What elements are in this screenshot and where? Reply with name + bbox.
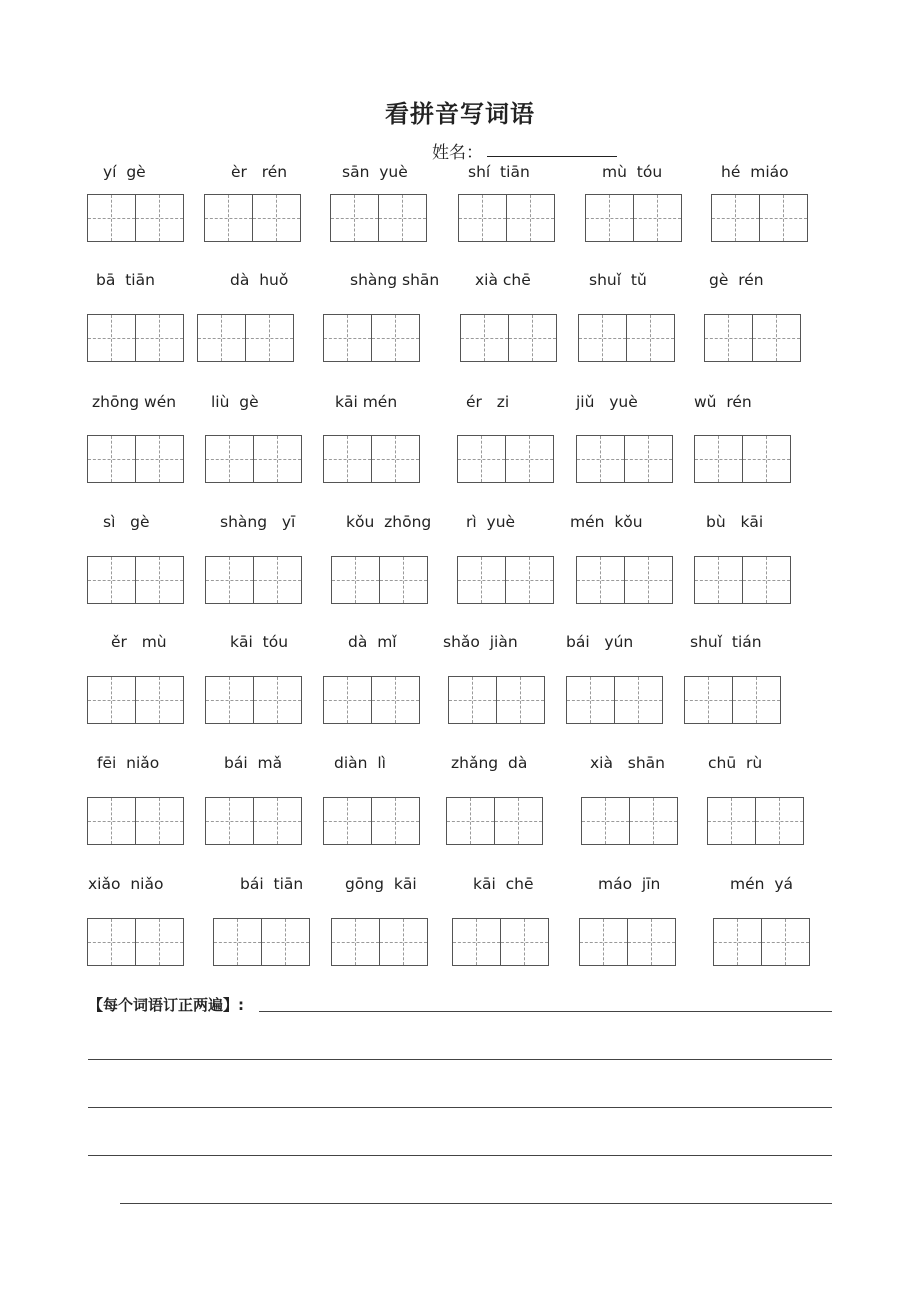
pinyin-label: bái mǎ — [224, 754, 283, 772]
writing-cell[interactable] — [506, 435, 555, 483]
correction-label: 【每个词语订正两遍】: — [88, 996, 244, 1014]
writing-cell[interactable] — [576, 556, 625, 604]
writing-cell[interactable] — [446, 797, 495, 845]
writing-cell[interactable] — [205, 435, 254, 483]
writing-cell[interactable] — [630, 797, 679, 845]
writing-cell[interactable] — [136, 676, 185, 724]
pinyin-label: zhōng wén — [92, 393, 177, 411]
pinyin-label: yí gè — [103, 163, 146, 181]
pinyin-label: dà mǐ — [348, 633, 397, 651]
writing-box-pair — [457, 435, 554, 483]
writing-cell[interactable] — [760, 194, 809, 242]
writing-box-pair — [684, 676, 781, 724]
writing-cell[interactable] — [509, 314, 558, 362]
writing-box-pair — [566, 676, 663, 724]
pinyin-label: kāi chē — [473, 875, 534, 893]
writing-box-pair — [87, 194, 184, 242]
writing-box-pair — [694, 435, 791, 483]
writing-box-pair — [457, 556, 554, 604]
writing-box-pair — [694, 556, 791, 604]
writing-cell[interactable] — [246, 314, 295, 362]
writing-box-pair — [205, 556, 302, 604]
writing-cell[interactable] — [581, 797, 630, 845]
writing-cell[interactable] — [372, 435, 421, 483]
writing-box-pair — [578, 314, 675, 362]
writing-cell[interactable] — [87, 556, 136, 604]
writing-cell[interactable] — [372, 797, 421, 845]
writing-box-pair — [197, 314, 294, 362]
pinyin-label: sì gè — [103, 513, 150, 531]
writing-cell[interactable] — [457, 556, 506, 604]
writing-box-pair — [711, 194, 808, 242]
pinyin-label: bái tiān — [240, 875, 304, 893]
pinyin-label: bù kāi — [706, 513, 764, 531]
writing-cell[interactable] — [566, 676, 615, 724]
writing-cell[interactable] — [323, 435, 372, 483]
writing-cell[interactable] — [136, 556, 185, 604]
writing-cell[interactable] — [627, 314, 676, 362]
writing-box-pair — [331, 556, 428, 604]
writing-cell[interactable] — [253, 194, 302, 242]
name-field[interactable] — [487, 156, 617, 157]
writing-cell[interactable] — [497, 676, 546, 724]
writing-cell[interactable] — [457, 435, 506, 483]
writing-cell[interactable] — [205, 797, 254, 845]
writing-cell[interactable] — [585, 194, 634, 242]
writing-cell[interactable] — [254, 676, 303, 724]
writing-cell[interactable] — [495, 797, 544, 845]
writing-cell[interactable] — [136, 194, 185, 242]
writing-box-pair — [704, 314, 801, 362]
correction-line[interactable] — [88, 1059, 832, 1060]
writing-cell[interactable] — [448, 676, 497, 724]
writing-box-pair — [576, 556, 673, 604]
writing-cell[interactable] — [460, 314, 509, 362]
writing-cell[interactable] — [615, 676, 664, 724]
correction-line[interactable] — [120, 1203, 832, 1204]
pinyin-label: sān yuè — [342, 163, 408, 181]
writing-cell[interactable] — [684, 676, 733, 724]
writing-cell[interactable] — [87, 676, 136, 724]
writing-cell[interactable] — [694, 435, 743, 483]
writing-cell[interactable] — [254, 556, 303, 604]
writing-box-pair — [205, 676, 302, 724]
writing-cell[interactable] — [707, 797, 756, 845]
writing-box-pair — [448, 676, 545, 724]
pinyin-label: xià chē — [475, 271, 531, 289]
pinyin-label: gōng kāi — [345, 875, 417, 893]
pinyin-label: kāi mén — [335, 393, 398, 411]
pinyin-label: mù tóu — [602, 163, 663, 181]
writing-cell[interactable] — [323, 797, 372, 845]
writing-cell[interactable] — [205, 676, 254, 724]
pinyin-label: shàng yī — [220, 513, 296, 531]
name-label: 姓名： — [432, 143, 483, 163]
writing-box-pair — [213, 918, 310, 966]
writing-cell[interactable] — [380, 918, 429, 966]
writing-box-pair — [87, 676, 184, 724]
writing-cell[interactable] — [576, 435, 625, 483]
writing-cell[interactable] — [762, 918, 811, 966]
writing-cell[interactable] — [625, 435, 674, 483]
writing-cell[interactable] — [579, 918, 628, 966]
writing-box-pair — [323, 797, 420, 845]
writing-cell[interactable] — [254, 797, 303, 845]
writing-box-pair — [331, 918, 428, 966]
writing-box-pair — [323, 435, 420, 483]
writing-cell[interactable] — [330, 194, 379, 242]
writing-cell[interactable] — [634, 194, 683, 242]
writing-cell[interactable] — [136, 314, 185, 362]
pinyin-label: xià shān — [590, 754, 665, 772]
writing-cell[interactable] — [87, 797, 136, 845]
pinyin-label: hé miáo — [721, 163, 789, 181]
writing-cell[interactable] — [204, 194, 253, 242]
pinyin-label: kǒu zhōng — [346, 513, 432, 531]
writing-cell[interactable] — [372, 676, 421, 724]
writing-cell[interactable] — [323, 676, 372, 724]
writing-box-pair — [87, 797, 184, 845]
correction-line[interactable] — [88, 1155, 832, 1156]
writing-box-pair — [585, 194, 682, 242]
writing-cell[interactable] — [379, 194, 428, 242]
writing-box-pair — [87, 435, 184, 483]
writing-cell[interactable] — [506, 556, 555, 604]
writing-cell[interactable] — [743, 556, 792, 604]
writing-box-pair — [204, 194, 301, 242]
correction-line[interactable] — [259, 1011, 832, 1012]
writing-cell[interactable] — [704, 314, 753, 362]
writing-cell[interactable] — [197, 314, 246, 362]
writing-cell[interactable] — [372, 314, 421, 362]
writing-cell[interactable] — [213, 918, 262, 966]
writing-cell[interactable] — [711, 194, 760, 242]
pinyin-label: gè rén — [709, 271, 764, 289]
pinyin-label: liù gè — [211, 393, 259, 411]
writing-cell[interactable] — [87, 435, 136, 483]
writing-cell[interactable] — [694, 556, 743, 604]
writing-box-pair — [458, 194, 555, 242]
writing-box-pair — [87, 556, 184, 604]
writing-cell[interactable] — [331, 918, 380, 966]
writing-cell[interactable] — [262, 918, 311, 966]
writing-box-pair — [581, 797, 678, 845]
writing-cell[interactable] — [87, 194, 136, 242]
writing-box-pair — [460, 314, 557, 362]
writing-box-pair — [330, 194, 427, 242]
writing-box-pair — [87, 918, 184, 966]
writing-cell[interactable] — [136, 918, 185, 966]
writing-box-pair — [446, 797, 543, 845]
writing-box-pair — [323, 314, 420, 362]
writing-cell[interactable] — [136, 435, 185, 483]
pinyin-label: ér zi — [466, 393, 510, 411]
pinyin-label: shàng shān — [350, 271, 440, 289]
writing-box-pair — [205, 797, 302, 845]
writing-cell[interactable] — [380, 556, 429, 604]
writing-cell[interactable] — [205, 556, 254, 604]
pinyin-label: diàn lì — [334, 754, 386, 772]
writing-cell[interactable] — [743, 435, 792, 483]
pinyin-label: kāi tóu — [230, 633, 289, 651]
pinyin-label: èr rén — [231, 163, 288, 181]
writing-cell[interactable] — [87, 314, 136, 362]
pinyin-label: wǔ rén — [694, 393, 752, 411]
pinyin-label: rì yuè — [466, 513, 516, 531]
writing-box-pair — [576, 435, 673, 483]
writing-box-pair — [707, 797, 804, 845]
writing-box-pair — [323, 676, 420, 724]
pinyin-label: chū rù — [708, 754, 763, 772]
writing-cell[interactable] — [625, 556, 674, 604]
pinyin-label: shí tiān — [468, 163, 530, 181]
writing-box-pair — [452, 918, 549, 966]
writing-cell[interactable] — [501, 918, 550, 966]
pinyin-label: bā tiān — [96, 271, 155, 289]
writing-cell[interactable] — [756, 797, 805, 845]
pinyin-label: jiǔ yuè — [576, 393, 638, 411]
writing-cell[interactable] — [713, 918, 762, 966]
writing-box-pair — [579, 918, 676, 966]
pinyin-label: shǎo jiàn — [443, 633, 518, 651]
writing-cell[interactable] — [753, 314, 802, 362]
writing-cell[interactable] — [254, 435, 303, 483]
writing-cell[interactable] — [331, 556, 380, 604]
pinyin-label: bái yún — [566, 633, 634, 651]
pinyin-label: ěr mù — [111, 633, 167, 651]
pinyin-label: fēi niǎo — [97, 754, 160, 772]
writing-cell[interactable] — [323, 314, 372, 362]
page-title: 看拼音写词语 — [385, 99, 535, 128]
writing-cell[interactable] — [136, 797, 185, 845]
pinyin-label: zhǎng dà — [451, 754, 528, 772]
writing-cell[interactable] — [628, 918, 677, 966]
pinyin-label: shuǐ tǔ — [589, 271, 647, 289]
correction-line[interactable] — [88, 1107, 832, 1108]
writing-cell[interactable] — [458, 194, 507, 242]
writing-box-pair — [205, 435, 302, 483]
writing-cell[interactable] — [507, 194, 556, 242]
writing-cell[interactable] — [578, 314, 627, 362]
pinyin-label: dà huǒ — [230, 271, 289, 289]
writing-cell[interactable] — [87, 918, 136, 966]
pinyin-label: mén yá — [730, 875, 793, 893]
pinyin-label: máo jīn — [598, 875, 661, 893]
writing-cell[interactable] — [452, 918, 501, 966]
writing-box-pair — [713, 918, 810, 966]
pinyin-label: xiǎo niǎo — [88, 875, 164, 893]
writing-box-pair — [87, 314, 184, 362]
pinyin-label: mén kǒu — [570, 513, 643, 531]
pinyin-label: shuǐ tián — [690, 633, 762, 651]
writing-cell[interactable] — [733, 676, 782, 724]
